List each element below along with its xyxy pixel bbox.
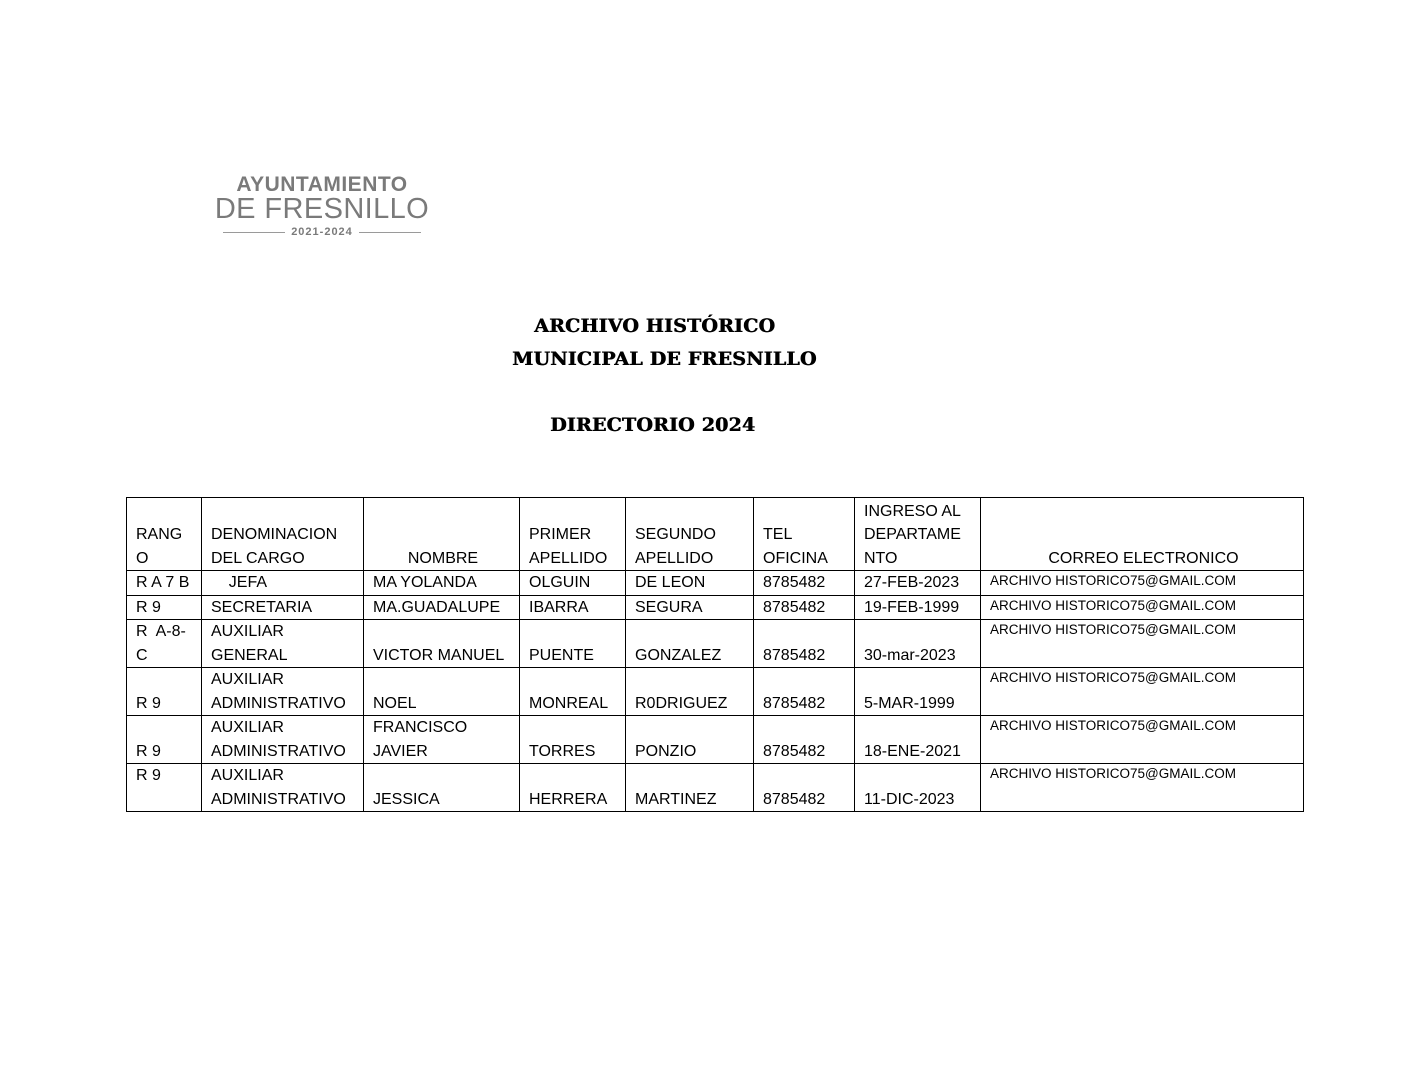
cell-tel: 8785482 [754, 620, 855, 668]
cell-nombre: JESSICA [364, 764, 520, 812]
header-tel-oficina: TEL OFICINA [754, 498, 855, 571]
cell-tel: 8785482 [754, 764, 855, 812]
title-directorio: DIRECTORIO 2024 [550, 414, 756, 436]
logo-rule-right [359, 232, 421, 233]
cell-primer-apellido: MONREAL [520, 668, 626, 716]
cell-tel: 8785482 [754, 595, 855, 620]
cell-ingreso: 30-mar-2023 [855, 620, 981, 668]
header-segundo-apellido: SEGUNDO APELLIDO [626, 498, 754, 571]
table-row [127, 716, 1304, 764]
cell-ingreso: 18-ENE-2021 [855, 716, 981, 764]
ayuntamiento-logo [200, 174, 444, 238]
logo-period [200, 226, 444, 238]
cell-nombre: NOEL [364, 668, 520, 716]
cell-nombre: MA YOLANDA [364, 571, 520, 596]
cell-rango: R 9 [127, 716, 202, 764]
cell-primer-apellido: IBARRA [520, 595, 626, 620]
cell-segundo-apellido: DE LEON [626, 571, 754, 596]
logo-line-ayuntamiento: AYUNTAMIENTO [236, 173, 408, 196]
cell-correo: ARCHIVO HISTORICO75@GMAIL.COM [981, 620, 1304, 668]
cell-cargo: AUXILIAR ADMINISTRATIVO [202, 668, 364, 716]
cell-rango: R 9 [127, 595, 202, 620]
cell-segundo-apellido: MARTINEZ [626, 764, 754, 812]
cell-cargo: SECRETARIA [202, 595, 364, 620]
table-row [127, 620, 1304, 668]
cell-ingreso: 11-DIC-2023 [855, 764, 981, 812]
cell-tel: 8785482 [754, 716, 855, 764]
cell-nombre: FRANCISCO JAVIER [364, 716, 520, 764]
header-correo: CORREO ELECTRONICO [981, 498, 1304, 571]
cell-cargo: JEFA [202, 571, 364, 596]
logo-line-fresnillo: DE FRESNILLO [214, 193, 430, 225]
header-primer-apellido: PRIMER APELLIDO [520, 498, 626, 571]
cell-correo: ARCHIVO HISTORICO75@GMAIL.COM [981, 764, 1304, 812]
cell-correo: ARCHIVO HISTORICO75@GMAIL.COM [981, 571, 1304, 596]
cell-primer-apellido: PUENTE [520, 620, 626, 668]
cell-nombre: VICTOR MANUEL [364, 620, 520, 668]
logo-period-text: 2021-2024 [291, 226, 353, 238]
directory-table [126, 497, 1304, 812]
cell-segundo-apellido: SEGURA [626, 595, 754, 620]
table-row [127, 668, 1304, 716]
header-ingreso: INGRESO AL DEPARTAME NTO [855, 498, 981, 571]
table-row [127, 764, 1304, 812]
cell-correo: ARCHIVO HISTORICO75@GMAIL.COM [981, 668, 1304, 716]
header-cargo: DENOMINACION DEL CARGO [202, 498, 364, 571]
cell-cargo: AUXILIAR ADMINISTRATIVO [202, 716, 364, 764]
header-rango: RANG O [127, 498, 202, 571]
cell-rango: R A 7 B [127, 571, 202, 596]
table-header-row [127, 498, 1304, 571]
cell-segundo-apellido: PONZIO [626, 716, 754, 764]
cell-correo: ARCHIVO HISTORICO75@GMAIL.COM [981, 595, 1304, 620]
cell-ingreso: 19-FEB-1999 [855, 595, 981, 620]
cell-correo: ARCHIVO HISTORICO75@GMAIL.COM [981, 716, 1304, 764]
table-row [127, 595, 1304, 620]
cell-segundo-apellido: R0DRIGUEZ [626, 668, 754, 716]
cell-primer-apellido: TORRES [520, 716, 626, 764]
cell-cargo: AUXILIAR GENERAL [202, 620, 364, 668]
title-municipal: MUNICIPAL DE FRESNILLO [512, 348, 817, 370]
cell-segundo-apellido: GONZALEZ [626, 620, 754, 668]
cell-ingreso: 27-FEB-2023 [855, 571, 981, 596]
cell-tel: 8785482 [754, 668, 855, 716]
title-archivo-historico: ARCHIVO HISTÓRICO [534, 315, 776, 337]
table-row [127, 571, 1304, 596]
header-nombre: NOMBRE [364, 498, 520, 571]
cell-ingreso: 5-MAR-1999 [855, 668, 981, 716]
logo-rule-left [223, 232, 285, 233]
cell-rango: R 9 [127, 764, 202, 812]
cell-rango: R 9 [127, 668, 202, 716]
cell-primer-apellido: OLGUIN [520, 571, 626, 596]
cell-nombre: MA.GUADALUPE [364, 595, 520, 620]
cell-rango: R A-8- C [127, 620, 202, 668]
cell-primer-apellido: HERRERA [520, 764, 626, 812]
cell-tel: 8785482 [754, 571, 855, 596]
cell-cargo: AUXILIAR ADMINISTRATIVO [202, 764, 364, 812]
